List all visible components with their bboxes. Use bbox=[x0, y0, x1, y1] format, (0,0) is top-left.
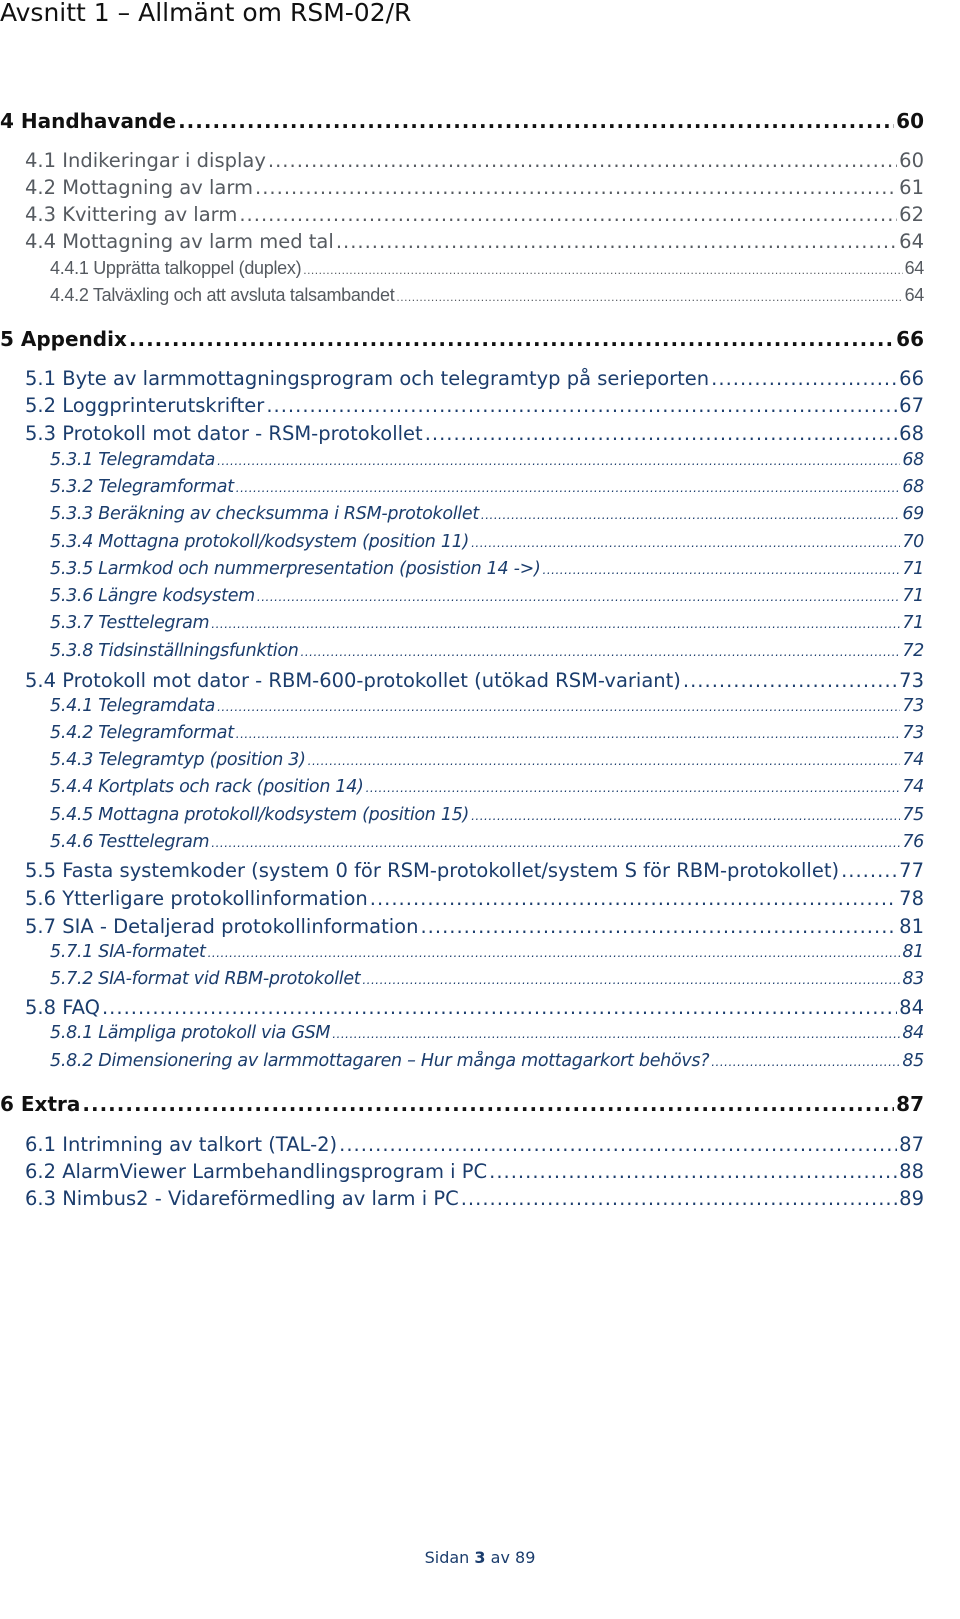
toc-leader-dots bbox=[102, 996, 897, 1019]
toc-entry-page-number: 68 bbox=[902, 450, 924, 470]
toc-entry-label: 5.3.6 Längre kodsystem bbox=[50, 586, 255, 606]
toc-entry-page-number: 87 bbox=[896, 1092, 924, 1116]
toc-entry[interactable] bbox=[50, 942, 924, 962]
toc-entry-label: 6.2 AlarmViewer Larmbehandlingsprogram i PC bbox=[25, 1160, 488, 1183]
page-header-title: Avsnitt 1 – Allmänt om RSM-02/R bbox=[0, 0, 412, 27]
toc-entry-label: 5.4.1 Telegramdata bbox=[50, 696, 216, 716]
toc-leader-dots bbox=[332, 1027, 900, 1041]
toc-leader-dots bbox=[336, 230, 897, 253]
toc-leader-dots bbox=[303, 263, 902, 277]
toc-entry[interactable] bbox=[25, 915, 924, 938]
toc-entry[interactable] bbox=[0, 1092, 924, 1116]
toc-entry-label: 5.7 SIA - Detaljerad protokollinformation bbox=[25, 915, 419, 938]
toc-entry-page-number: 81 bbox=[899, 915, 924, 938]
toc-entry-label: 5.4 Protokoll mot dator - RBM-600-protokollet (utökad RSM-variant) bbox=[25, 669, 681, 692]
toc-entry[interactable] bbox=[50, 477, 924, 497]
toc-entry-page-number: 69 bbox=[902, 504, 924, 524]
toc-entry-page-number: 73 bbox=[899, 669, 924, 692]
toc-entry-label: 5.3.5 Larmkod och nummerpresentation (posistion 14 ->) bbox=[50, 559, 541, 579]
toc-entry-page-number: 74 bbox=[902, 750, 924, 770]
toc-entry[interactable] bbox=[50, 832, 924, 852]
footer-prefix: Sidan bbox=[424, 1548, 470, 1567]
toc-entry-label: 5.4.6 Testtelegram bbox=[50, 832, 210, 852]
toc-entry-page-number: 77 bbox=[899, 859, 924, 882]
toc-entry-label: 5.3.7 Testtelegram bbox=[50, 613, 210, 633]
toc-entry-page-number: 70 bbox=[902, 532, 924, 552]
toc-entry-page-number: 76 bbox=[902, 832, 924, 852]
toc-entry-page-number: 84 bbox=[902, 1023, 924, 1043]
toc-entry-label: 5.3 Protokoll mot dator - RSM-protokollet bbox=[25, 422, 423, 445]
toc-entry[interactable] bbox=[25, 394, 924, 417]
toc-leader-dots bbox=[239, 203, 897, 226]
toc-entry-page-number: 60 bbox=[899, 149, 924, 172]
toc-entry-page-number: 61 bbox=[899, 176, 924, 199]
toc-leader-dots bbox=[711, 1055, 900, 1069]
toc-entry[interactable] bbox=[50, 750, 924, 770]
toc-entry-page-number: 66 bbox=[896, 327, 924, 351]
toc-entry-label: 6.1 Intrimning av talkort (TAL-2) bbox=[25, 1133, 338, 1156]
toc-entry-page-number: 60 bbox=[896, 109, 924, 133]
toc-entry[interactable] bbox=[50, 805, 924, 825]
toc-leader-dots bbox=[366, 781, 901, 795]
toc-entry[interactable] bbox=[0, 327, 924, 351]
toc-entry-label: 5.3.3 Beräkning av checksumma i RSM-protokollet bbox=[50, 504, 479, 524]
toc-entry-page-number: 68 bbox=[899, 422, 924, 445]
footer-separator: av bbox=[490, 1548, 510, 1567]
toc-entry-label: 6.3 Nimbus2 - Vidareförmedling av larm i PC bbox=[25, 1187, 459, 1210]
toc-entry[interactable] bbox=[25, 230, 924, 253]
toc-entry-page-number: 85 bbox=[902, 1051, 924, 1071]
toc-entry-label: 5.4.3 Telegramtyp (position 3) bbox=[50, 750, 306, 770]
toc-leader-dots bbox=[543, 563, 901, 577]
toc-leader-dots bbox=[683, 669, 897, 692]
toc-leader-dots bbox=[217, 454, 900, 468]
toc-entry-page-number: 87 bbox=[899, 1133, 924, 1156]
toc-entry-page-number: 66 bbox=[899, 367, 924, 390]
toc-leader-dots bbox=[362, 973, 900, 987]
toc-leader-dots bbox=[471, 536, 900, 550]
toc-entry-label: 4.2 Mottagning av larm bbox=[25, 176, 254, 199]
toc-entry-page-number: 71 bbox=[902, 613, 924, 633]
toc-entry-label: 4.4.1 Upprätta talkoppel (duplex) bbox=[50, 258, 302, 278]
toc-entry[interactable] bbox=[25, 669, 924, 692]
toc-leader-dots bbox=[396, 290, 902, 304]
toc-leader-dots bbox=[211, 836, 900, 850]
footer-total-pages: 89 bbox=[515, 1548, 536, 1567]
toc-entry[interactable] bbox=[50, 559, 924, 579]
toc-entry[interactable] bbox=[50, 696, 924, 716]
toc-entry-page-number: 78 bbox=[899, 887, 924, 910]
toc-leader-dots bbox=[208, 946, 901, 960]
toc-leader-dots bbox=[420, 915, 897, 938]
page-footer bbox=[0, 1548, 960, 1567]
toc-entry-label: 5.8 FAQ bbox=[25, 996, 100, 1019]
toc-entry-label: 5.8.1 Lämpliga protokoll via GSM bbox=[50, 1023, 331, 1043]
toc-leader-dots bbox=[211, 617, 900, 631]
toc-leader-dots bbox=[236, 481, 901, 495]
toc-leader-dots bbox=[236, 727, 901, 741]
toc-entry[interactable] bbox=[25, 996, 924, 1019]
toc-leader-dots bbox=[489, 1160, 897, 1183]
toc-entry[interactable] bbox=[25, 149, 924, 172]
toc-leader-dots bbox=[301, 645, 901, 659]
toc-entry-label: 5.8.2 Dimensionering av larmmottagaren – Hur många mottagarkort behövs? bbox=[50, 1051, 710, 1071]
toc-entry[interactable] bbox=[25, 1160, 924, 1183]
toc-entry-label: 5.5 Fasta systemkoder (system 0 för RSM-protokollet/system S för RBM-protokollet) bbox=[25, 859, 840, 882]
toc-entry-page-number: 64 bbox=[904, 285, 924, 305]
toc-entry-label: 5.7.1 SIA-formatet bbox=[50, 942, 206, 962]
toc-entry-label: 5.6 Ytterligare protokollinformation bbox=[25, 887, 368, 910]
toc-entry-label: 4 Handhavande bbox=[0, 109, 177, 133]
toc-entry-label: 5.3.1 Telegramdata bbox=[50, 450, 216, 470]
toc-leader-dots bbox=[308, 754, 901, 768]
toc-entry-label: 5.4.2 Telegramformat bbox=[50, 723, 234, 743]
toc-entry[interactable] bbox=[25, 1133, 924, 1156]
toc-leader-dots bbox=[129, 327, 894, 351]
toc-entry[interactable] bbox=[50, 504, 924, 524]
toc-entry[interactable] bbox=[50, 969, 924, 989]
toc-entry-page-number: 89 bbox=[899, 1187, 924, 1210]
toc-entry-page-number: 72 bbox=[902, 641, 924, 661]
toc-leader-dots bbox=[461, 1187, 897, 1210]
toc-entry-page-number: 64 bbox=[904, 258, 924, 278]
toc-entry[interactable] bbox=[25, 1187, 924, 1210]
toc-entry[interactable] bbox=[25, 176, 924, 199]
toc-entry-page-number: 84 bbox=[899, 996, 924, 1019]
toc-entry-label: 5.1 Byte av larmmottagningsprogram och telegramtyp på serieporten bbox=[25, 367, 710, 390]
toc-entry[interactable] bbox=[50, 1023, 924, 1043]
toc-entry-page-number: 74 bbox=[902, 777, 924, 797]
toc-entry[interactable] bbox=[50, 1051, 924, 1071]
toc-entry-page-number: 88 bbox=[899, 1160, 924, 1183]
toc-entry[interactable] bbox=[50, 532, 924, 552]
toc-leader-dots bbox=[481, 508, 900, 522]
toc-leader-dots bbox=[841, 859, 897, 882]
toc-entry-label: 5 Appendix bbox=[0, 327, 127, 351]
toc-entry-label: 4.4 Mottagning av larm med tal bbox=[25, 230, 334, 253]
footer-current-page: 3 bbox=[474, 1548, 486, 1567]
toc-entry-label: 5.4.4 Kortplats och rack (position 14) bbox=[50, 777, 364, 797]
toc-entry[interactable] bbox=[50, 450, 924, 470]
toc-leader-dots bbox=[339, 1133, 897, 1156]
toc-leader-dots bbox=[82, 1092, 894, 1116]
toc-leader-dots bbox=[425, 422, 897, 445]
toc-entry[interactable] bbox=[50, 586, 924, 606]
toc-leader-dots bbox=[711, 367, 897, 390]
toc-entry-page-number: 83 bbox=[902, 969, 924, 989]
toc-entry[interactable] bbox=[50, 777, 924, 797]
toc-entry-page-number: 73 bbox=[902, 723, 924, 743]
toc-entry[interactable] bbox=[0, 109, 924, 133]
toc-entry[interactable] bbox=[50, 723, 924, 743]
toc-entry-label: 4.3 Kvittering av larm bbox=[25, 203, 238, 226]
toc-entry[interactable] bbox=[50, 258, 924, 279]
toc-entry-page-number: 71 bbox=[902, 559, 924, 579]
toc-entry[interactable] bbox=[25, 367, 924, 390]
toc-entry[interactable] bbox=[25, 859, 924, 882]
toc-entry-label: 4.4.2 Talväxling och att avsluta talsambandet bbox=[50, 285, 395, 305]
toc-entry-page-number: 67 bbox=[899, 394, 924, 417]
toc-entry-label: 5.7.2 SIA-format vid RBM-protokollet bbox=[50, 969, 361, 989]
toc-entry-page-number: 64 bbox=[899, 230, 924, 253]
toc-entry-label: 5.3.4 Mottagna protokoll/kodsystem (position 11) bbox=[50, 532, 470, 552]
toc-leader-dots bbox=[370, 887, 897, 910]
toc-entry-page-number: 73 bbox=[902, 696, 924, 716]
toc-entry-label: 5.3.2 Telegramformat bbox=[50, 477, 234, 497]
toc-entry[interactable] bbox=[25, 887, 924, 910]
toc-entry[interactable] bbox=[25, 203, 924, 226]
toc-leader-dots bbox=[178, 109, 894, 133]
toc-entry-label: 4.1 Indikeringar i display bbox=[25, 149, 266, 172]
toc-entry-label: 6 Extra bbox=[0, 1092, 81, 1116]
toc-entry-page-number: 62 bbox=[899, 203, 924, 226]
toc-leader-dots bbox=[217, 700, 900, 714]
toc-entry[interactable] bbox=[50, 641, 924, 661]
toc-leader-dots bbox=[266, 394, 897, 417]
toc-leader-dots bbox=[257, 590, 900, 604]
toc-leader-dots bbox=[268, 149, 897, 172]
toc-entry[interactable] bbox=[50, 613, 924, 633]
toc-entry[interactable] bbox=[25, 422, 924, 445]
toc-entry-page-number: 71 bbox=[902, 586, 924, 606]
toc-entry-page-number: 81 bbox=[902, 942, 924, 962]
toc-entry-page-number: 75 bbox=[902, 805, 924, 825]
toc-entry-label: 5.2 Loggprinterutskrifter bbox=[25, 394, 265, 417]
toc-leader-dots bbox=[471, 809, 900, 823]
toc-entry-page-number: 68 bbox=[902, 477, 924, 497]
toc-entry[interactable] bbox=[50, 285, 924, 306]
toc-entry-label: 5.3.8 Tidsinställningsfunktion bbox=[50, 641, 299, 661]
toc-leader-dots bbox=[255, 176, 897, 199]
toc-entry-label: 5.4.5 Mottagna protokoll/kodsystem (position 15) bbox=[50, 805, 470, 825]
